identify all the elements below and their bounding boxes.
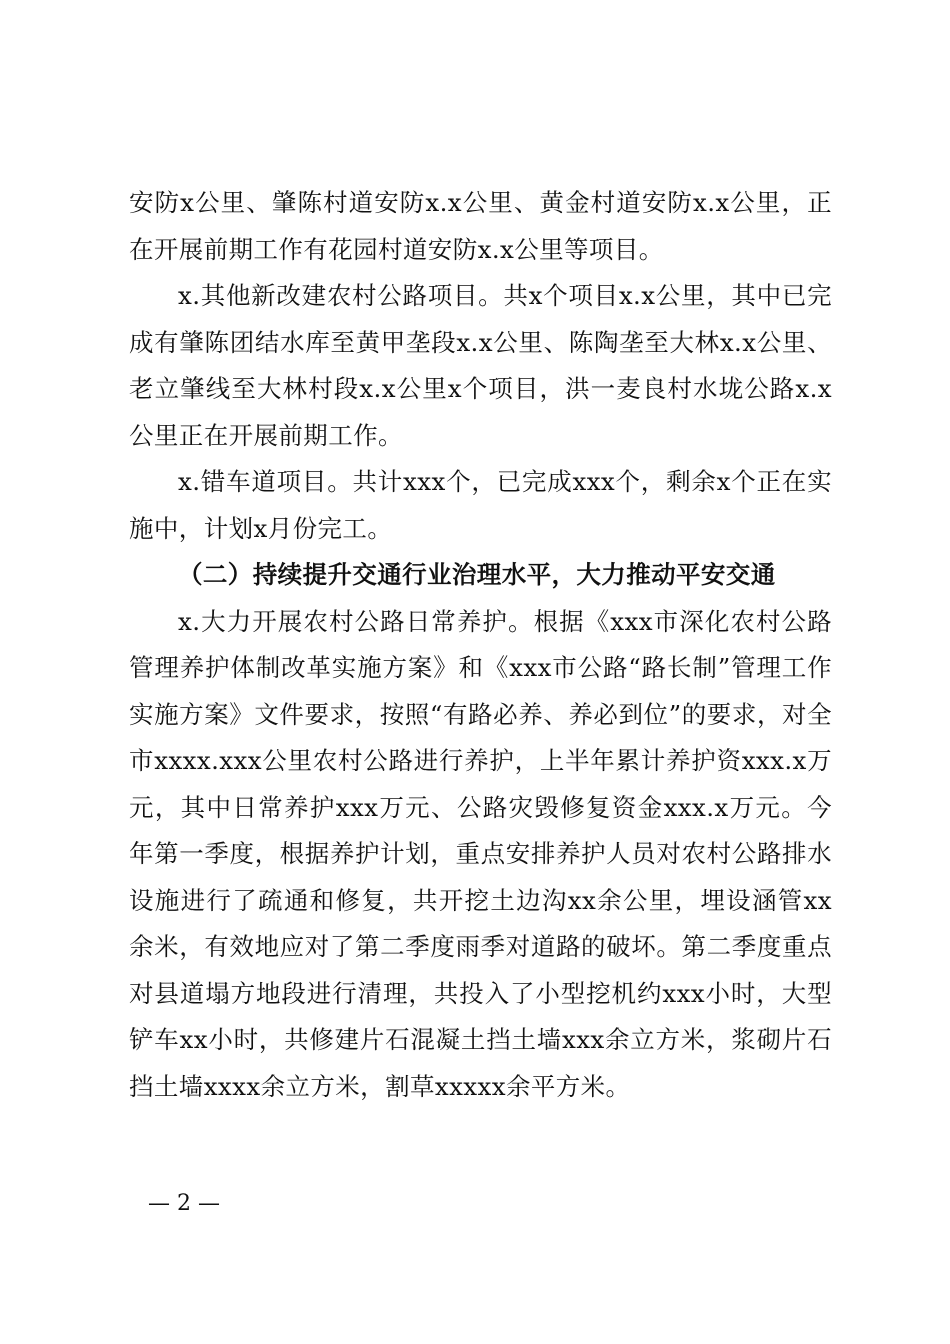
page-number: — 2 —	[148, 1191, 220, 1216]
paragraph-passing-lanes: x.错车道项目。共计xxx个，已完成xxx个，剩余x个正在实施中，计划x月份完工。	[129, 467, 832, 543]
paragraph-project-continuation: 安防x公里、肇陈村道安防x.x公里、黄金村道安防x.x公里，正在开展前期工作有花园村道安防x.x公里等项目。	[129, 188, 832, 264]
paragraph-road-maintenance: x.大力开展农村公路日常养护。根据《xxx市深化农村公路管理养护体制改革实施方案》和《xxx市公路“路长制”管理工作实施方案》文件要求，按照“有路必养、养必到位”的要求，对全市xxxx.xxx公里农村公路进行养护，上半年累计养护资xxx.x万元，其中日常养护xxx万元、公路灾毁修复资金xxx.x万元。今年第一季度，根据养护计划，重点安排养护人员对农村公路排水设施进行了疏通和修复，共开挖土边沟xx余公里，埋设涵管xx余米，有效地应对了第二季度雨季对道路的破坏。第二季度重点对县道塌方地段进行清理，共投入了小型挖机约xxx小时，大型铲车xx小时，共修建片石混凝土挡土墙xxx余立方米，浆砌片石挡土墙xxxx余立方米，割草xxxxx余平方米。	[129, 606, 832, 1101]
section-heading-2: （二）持续提升交通行业治理水平，大力推动平安交通	[178, 560, 776, 589]
document-body	[129, 180, 832, 1110]
paragraph-other-rural-roads: x.其他新改建农村公路项目。共x个项目x.x公里，其中已完成有肇陈团结水库至黄甲垄段x.x公里、陈陶垄至大林x.x公里、老立肇线至大林村段x.x公里x个项目，洪一麦良村水垅公路x.x公里正在开展前期工作。	[129, 281, 832, 450]
